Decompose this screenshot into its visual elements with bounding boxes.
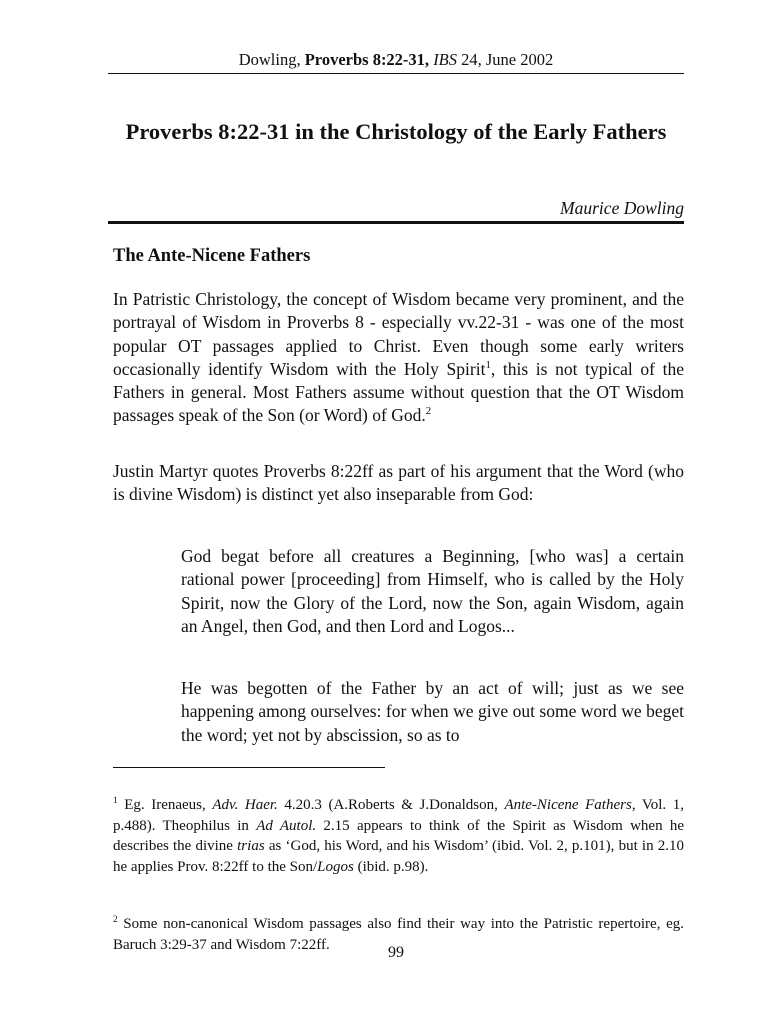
footnote-1-text: 4.20.3 (A.Roberts & J.Donaldson, bbox=[277, 797, 505, 813]
footnote-1-italic: Ante-Nicene Fathers bbox=[504, 797, 632, 813]
header-rule bbox=[108, 73, 684, 74]
footnote-1-italic: Logos bbox=[317, 858, 354, 875]
footnote-2-text: Some non-canonical Wisdom passages also find their way into the Patristic repertoire, eg. Baruch 3:29-37 and Wisdom 7:22ff. bbox=[113, 916, 684, 953]
running-head-journal: IBS bbox=[433, 50, 458, 69]
footnote-1 bbox=[113, 795, 684, 877]
footnote-1-text: (ibid. p.98). bbox=[353, 858, 429, 875]
paragraph-1-text-a: In Patristic Christology, the concept of Wisdom became very prominent, and the portrayal of Wisdom in Proverbs 8 - especially vv.22-31 - was one of the most popular OT passages applied to Christ. Even though some early writers occasionally identify Wisdom with the Holy Spirit bbox=[113, 289, 684, 379]
running-head bbox=[108, 50, 684, 70]
running-head-title: Proverbs 8:22-31, bbox=[304, 50, 430, 69]
block-quote-2: He was begotten of the Father by an act of will; just as we see happening among ourselves: for when we give out some word we beget the word; yet not by abscission, so as to bbox=[181, 678, 684, 745]
footnote-1-text: Eg. Irenaeus, bbox=[117, 797, 213, 813]
footnote-1-italic: trias bbox=[237, 838, 265, 854]
article-title: Proverbs 8:22-31 in the Christology of the Early Fathers bbox=[125, 119, 667, 144]
footnote-2-number: 2 bbox=[113, 915, 118, 925]
footnote-1-text: 2.15 appears to think of the Spirit as Wisdom when he describes the divine bbox=[113, 817, 684, 854]
footnote-1-number: 1 bbox=[113, 796, 118, 806]
footnote-ref-1[interactable]: 1 bbox=[485, 359, 491, 372]
footnote-1-italic: Ad Autol. bbox=[256, 817, 317, 834]
paragraph-1 bbox=[113, 288, 684, 428]
running-head-author: Dowling, bbox=[238, 50, 305, 69]
title-rule bbox=[108, 221, 684, 224]
article-author: Maurice Dowling bbox=[560, 198, 684, 218]
paragraph-2: Justin Martyr quotes Proverbs 8:22ff as part of his argument that the Word (who is divine Wisdom) is distinct yet also inseparable from God: bbox=[113, 461, 684, 505]
footnote-1-text: , Vol. 1, p.488). Theophilus in bbox=[113, 797, 685, 834]
footnote-1-text: as ‘God, his Word, and his Wisdom’ (ibid. Vol. 2, p.101), but in 2.10 he applies Prov. 8:22ff to the Son/ bbox=[113, 838, 684, 875]
footnote-1-italic: Adv. Haer. bbox=[212, 797, 278, 813]
section-heading: The Ante-Nicene Fathers bbox=[113, 246, 311, 266]
running-head-issue: 24, June 2002 bbox=[457, 50, 554, 69]
page-number: 99 bbox=[388, 944, 404, 961]
footnote-ref-2[interactable]: 2 bbox=[425, 405, 432, 418]
block-quote-1: God begat before all creatures a Beginning, [who was] a certain rational power [proceeding] from Himself, who is called by the Holy Spirit, now the Glory of the Lord, now the Son, again Wisdom, again an Angel, then God, and then Lord and Logos... bbox=[181, 546, 684, 636]
paragraph-1-text-b: , this is not typical of the Fathers in general. Most Fathers assume without question that the OT Wisdom passages speak of the Son (or Word) of God. bbox=[113, 358, 684, 426]
footnote-rule bbox=[113, 767, 385, 768]
